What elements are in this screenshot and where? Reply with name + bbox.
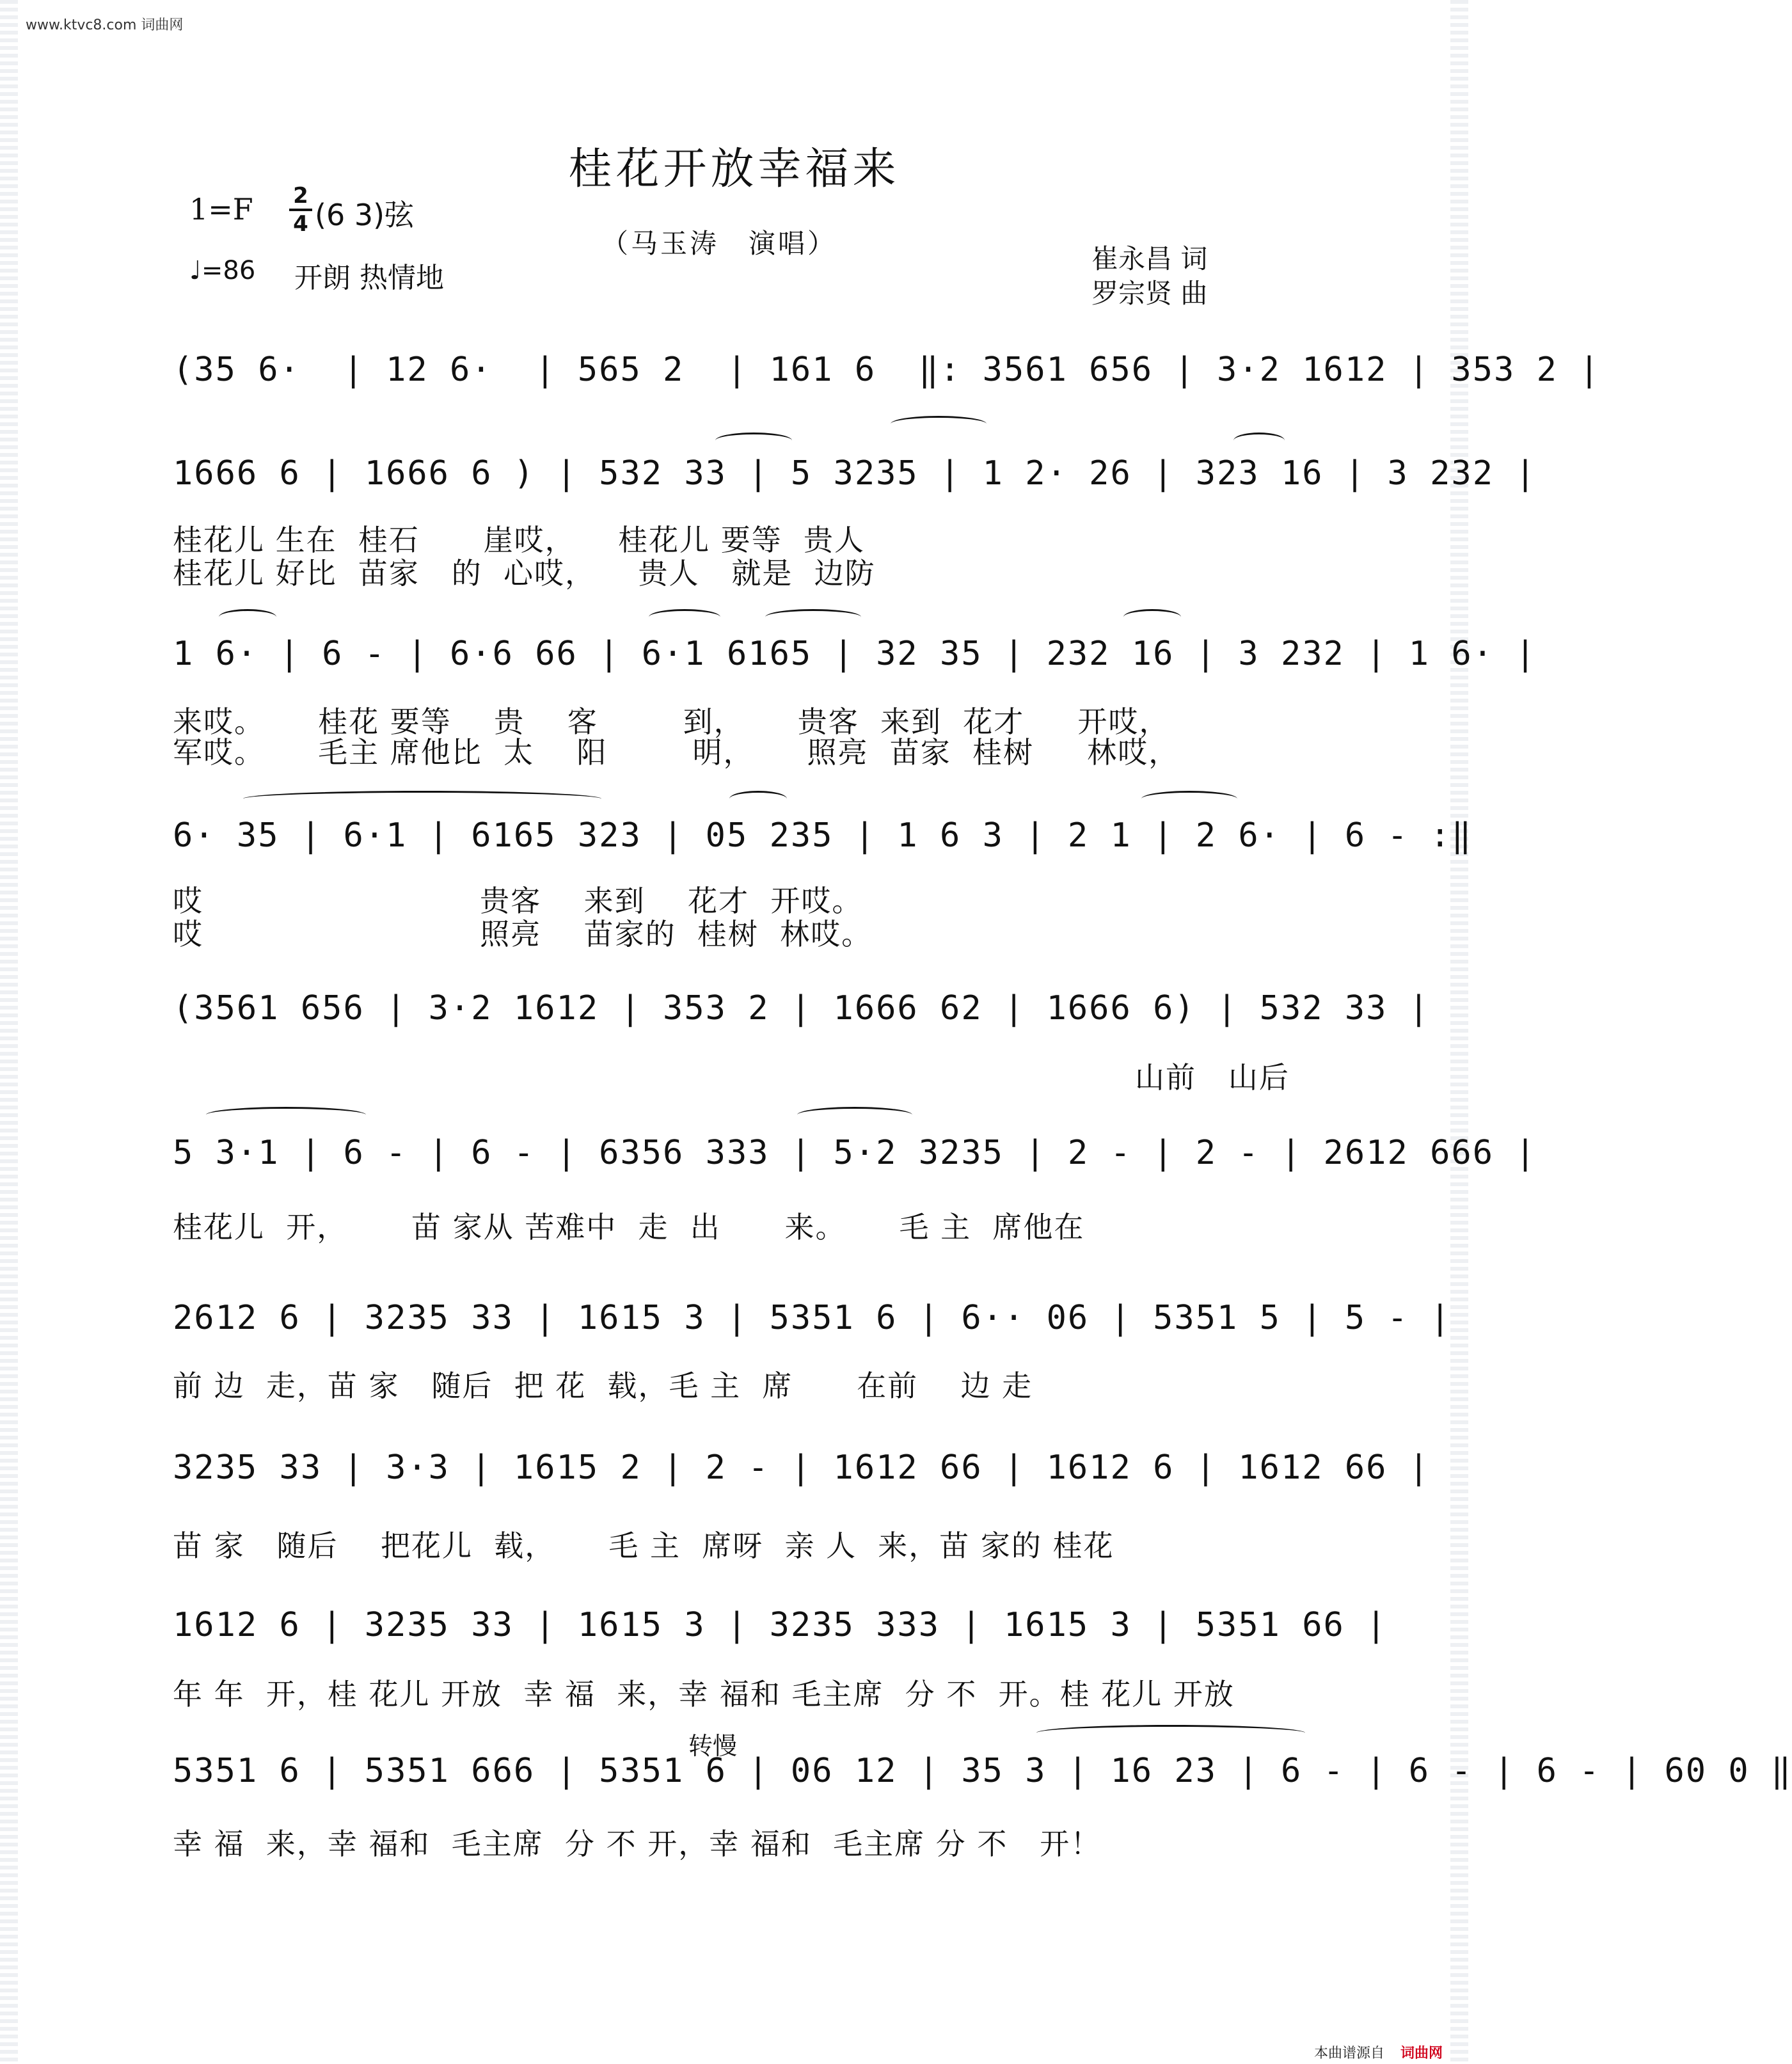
tempo-marking: ♩=86 — [189, 256, 256, 285]
lyric-line: 桂花儿 生在 桂石 崖哎， 桂花儿 要等 贵人 — [173, 523, 865, 557]
slur-mark — [715, 433, 792, 449]
expression-marking: 开朗 热情地 — [294, 262, 444, 294]
tempo-change-marking: 转慢 — [688, 1732, 738, 1760]
intro-marking: (6 3)弦 — [315, 198, 415, 232]
slur-mark — [1233, 433, 1285, 449]
slur-mark — [1123, 609, 1181, 625]
lyric-line: 桂花儿 开， 苗 家从 苦难中 走 出 来。 毛 主 席他在 — [173, 1210, 1085, 1244]
slur-mark — [206, 1107, 366, 1123]
notation-row-3 — [173, 635, 1537, 692]
lyric-line: 哎 贵客 来到 花才 开哎。 — [173, 884, 863, 918]
footer-source — [1314, 2042, 1443, 2062]
notation-line: 1 6· | 6 - | 6·6 66 | 6·1 6165 | 32 35 | 232 16 | 3 232 | 1 6· | — [173, 635, 1537, 673]
lyric-line: 哎 照亮 苗家的 桂树 林哎。 — [173, 917, 873, 951]
notation-row-1 — [173, 351, 1601, 408]
composer-credit: 罗宗贤 曲 — [1091, 278, 1208, 309]
notation-line: (3561 656 | 3·2 1612 | 353 2 | 1666 62 | 1666 6) | 532 33 | — [173, 989, 1431, 1028]
notation-line: 2612 6 | 3235 33 | 1615 3 | 5351 6 | 6·· 06 | 5351 5 | 5 - | — [173, 1299, 1452, 1337]
slur-mark — [1141, 791, 1237, 807]
lyric-line: 山前 山后 — [1135, 1060, 1290, 1095]
notation-line: 5351 6 | 5351 666 | 5351 6 | 06 12 | 35 3 | 16 23 | 6 - | 6 - | 6 - | 60 0 ‖ — [173, 1752, 1792, 1790]
time-sig-top: 2 — [293, 183, 308, 209]
slur-mark — [1036, 1725, 1305, 1741]
notation-line: 6· 35 | 6·1 | 6165 323 | 05 235 | 1 6 3 | 2 1 | 2 6· | 6 - :‖ — [173, 816, 1473, 855]
notation-line: 1666 6 | 1666 6 ) | 532 33 | 5 3235 | 1 2· 26 | 323 16 | 3 232 | — [173, 454, 1537, 493]
lyric-line: 前 边 走，苗 家 随后 把 花 载，毛 主 席 在前 边 走 — [173, 1369, 1033, 1403]
slur-mark — [797, 1107, 912, 1123]
site-watermark: www.ktvc8.com 词曲网 — [26, 17, 184, 33]
song-title: 桂花开放幸福来 — [568, 144, 900, 194]
footer-logo: 词曲网 — [1400, 2045, 1443, 2061]
key-signature: 1=F — [189, 192, 253, 226]
notation-line: 3235 33 | 3·3 | 1615 2 | 2 - | 1612 66 | 1612 6 | 1612 66 | — [173, 1449, 1431, 1487]
notation-row-4 — [173, 816, 1473, 874]
left-page-border — [0, 0, 18, 2064]
notation-row-6 — [173, 1134, 1537, 1191]
slur-mark — [729, 791, 787, 807]
lyric-line: 军哎。 毛主 席他比 太 阳 明， 照亮 苗家 桂树 林哎， — [173, 735, 1180, 770]
slur-mark — [765, 609, 861, 625]
time-signature — [289, 184, 312, 235]
notation-line: (35 6· | 12 6· | 565 2 | 161 6 ‖: 3561 656 | 3·2 1612 | 353 2 | — [173, 351, 1601, 389]
slur-mark — [219, 609, 276, 625]
lyricist-credit: 崔永昌 词 — [1091, 243, 1208, 274]
notation-row-5 — [173, 989, 1431, 1047]
notation-line: 1612 6 | 3235 33 | 1615 3 | 3235 333 | 1615 3 | 5351 66 | — [173, 1606, 1388, 1644]
notation-line: 5 3·1 | 6 - | 6 - | 6356 333 | 5·2 3235 | 2 - | 2 - | 2612 666 | — [173, 1134, 1537, 1172]
time-sig-bottom: 4 — [293, 211, 308, 237]
lyric-line: 幸 福 来，幸 福和 毛主席 分 不 开，幸 福和 毛主席 分 不 开！ — [173, 1827, 1102, 1861]
lyric-line: 来哎。 桂花 要等 贵 客 到， 贵客 来到 花才 开哎， — [173, 704, 1170, 739]
notation-row-7 — [173, 1299, 1452, 1356]
slur-mark — [649, 609, 720, 625]
footer-text: 本曲谱源自 — [1313, 2045, 1384, 2061]
slur-mark — [891, 416, 987, 432]
notation-row-8 — [173, 1449, 1431, 1506]
author-credits — [1091, 242, 1207, 311]
notation-row-9 — [173, 1606, 1388, 1663]
notation-row-10 — [173, 1752, 1792, 1809]
lyric-line: 年 年 开，桂 花儿 开放 幸 福 来，幸 福和 毛主席 分 不 开。桂 花儿 开放 — [173, 1677, 1235, 1711]
slur-mark — [243, 791, 601, 807]
lyric-line: 桂花儿 好比 苗家 的 心哎， 贵人 就是 边防 — [173, 556, 876, 591]
performer-credit: （马玉涛 演唱） — [601, 228, 837, 259]
notation-row-2 — [173, 454, 1537, 512]
lyric-line: 苗 家 随后 把花儿 载， 毛 主 席呀 亲 人 来，苗 家的 桂花 — [173, 1528, 1114, 1563]
